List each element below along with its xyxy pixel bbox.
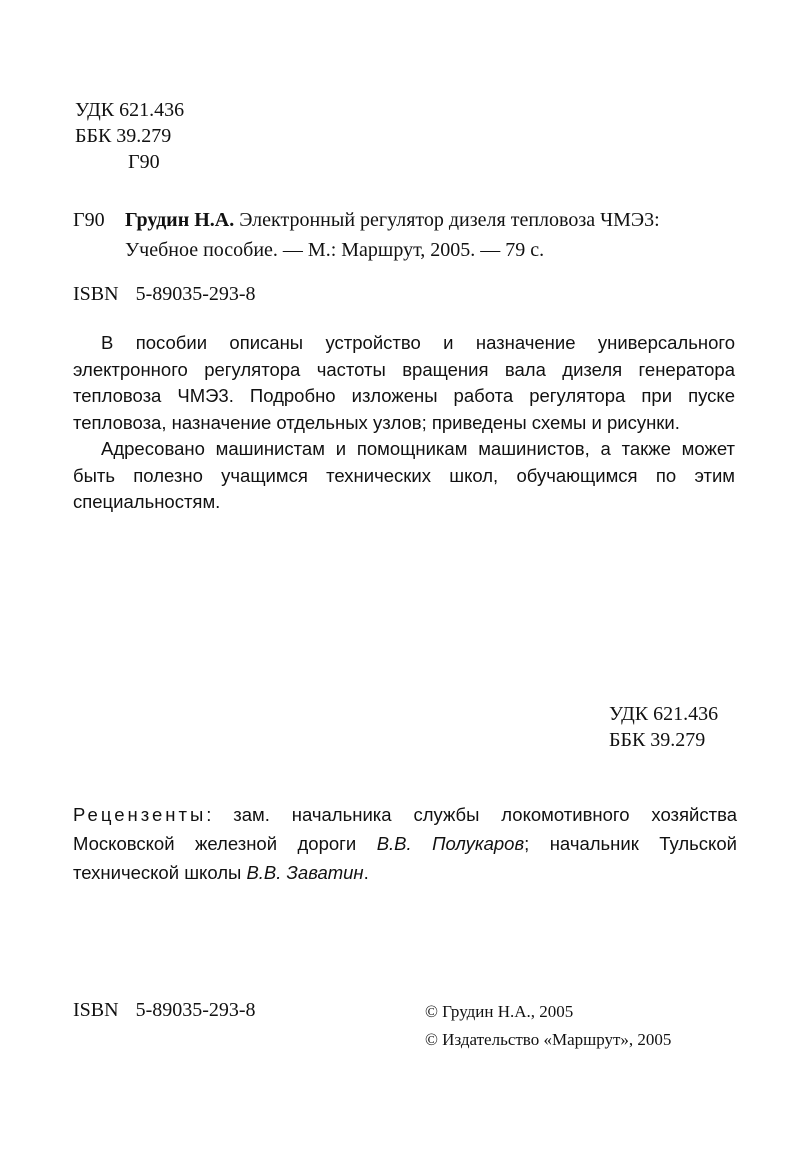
reviewers-text-2: ; начальник Тульской технической школы (73, 833, 737, 883)
annotation-paragraph-1: В пособии описаны устройство и назначение универсального электронного регулятора частоты вращения вала дизеля генератора тепловоза ЧМЭ3. Подробно изложены работа регулятора при пуске тепловоза, назначение отдельных узлов; приведены схемы и рисунки. (73, 332, 735, 433)
isbn-top-number: 5-89035-293-8 (135, 283, 256, 305)
reviewers-text-1: : зам. начальника службы локомотивного хозяйства Московской железной дороги (73, 804, 737, 854)
annotation-paragraph-2: Адресовано машинистам и помощникам машинистов, а также может быть полезно учащимся технических школ, обучающимся по этим специальностям. (73, 438, 735, 512)
udk-code-right: УДК 621.436 (609, 703, 719, 725)
catalog-line-1 (125, 205, 765, 235)
catalog-line-2: Учебное пособие. — М.: Маршрут, 2005. — 79 с. (125, 239, 545, 261)
isbn-top-label: ISBN (73, 283, 119, 305)
isbn-top (73, 283, 256, 306)
reviewer-name-1: В.В. Полукаров (376, 833, 525, 854)
copyright-publisher: © Издательство «Маршрут», 2005 (425, 1030, 672, 1049)
catalog-author: Грудин Н.А. (125, 209, 235, 231)
isbn-bottom (73, 999, 256, 1022)
author-sign-top: Г90 (128, 151, 160, 173)
reviewers-end: . (363, 862, 369, 883)
udk-code-top: УДК 621.436 (75, 99, 185, 121)
catalog-description (125, 205, 765, 261)
isbn-bottom-number: 5-89035-293-8 (135, 999, 256, 1021)
catalog-index: Г90 (73, 209, 105, 231)
reviewers-label: Рецензенты (73, 804, 207, 825)
isbn-bottom-label: ISBN (73, 999, 119, 1021)
bbk-code-top: ББК 39.279 (75, 125, 172, 147)
catalog-title: Электронный регулятор дизеля тепловоза ЧМЭ3: (239, 209, 660, 231)
copyright-author: © Грудин Н.А., 2005 (425, 1002, 574, 1021)
copyright-block (425, 998, 671, 1054)
reviewer-name-2: В.В. Заватин (246, 862, 364, 883)
bbk-code-right: ББК 39.279 (609, 729, 706, 751)
reviewers-block (73, 800, 737, 887)
annotation (73, 330, 735, 516)
